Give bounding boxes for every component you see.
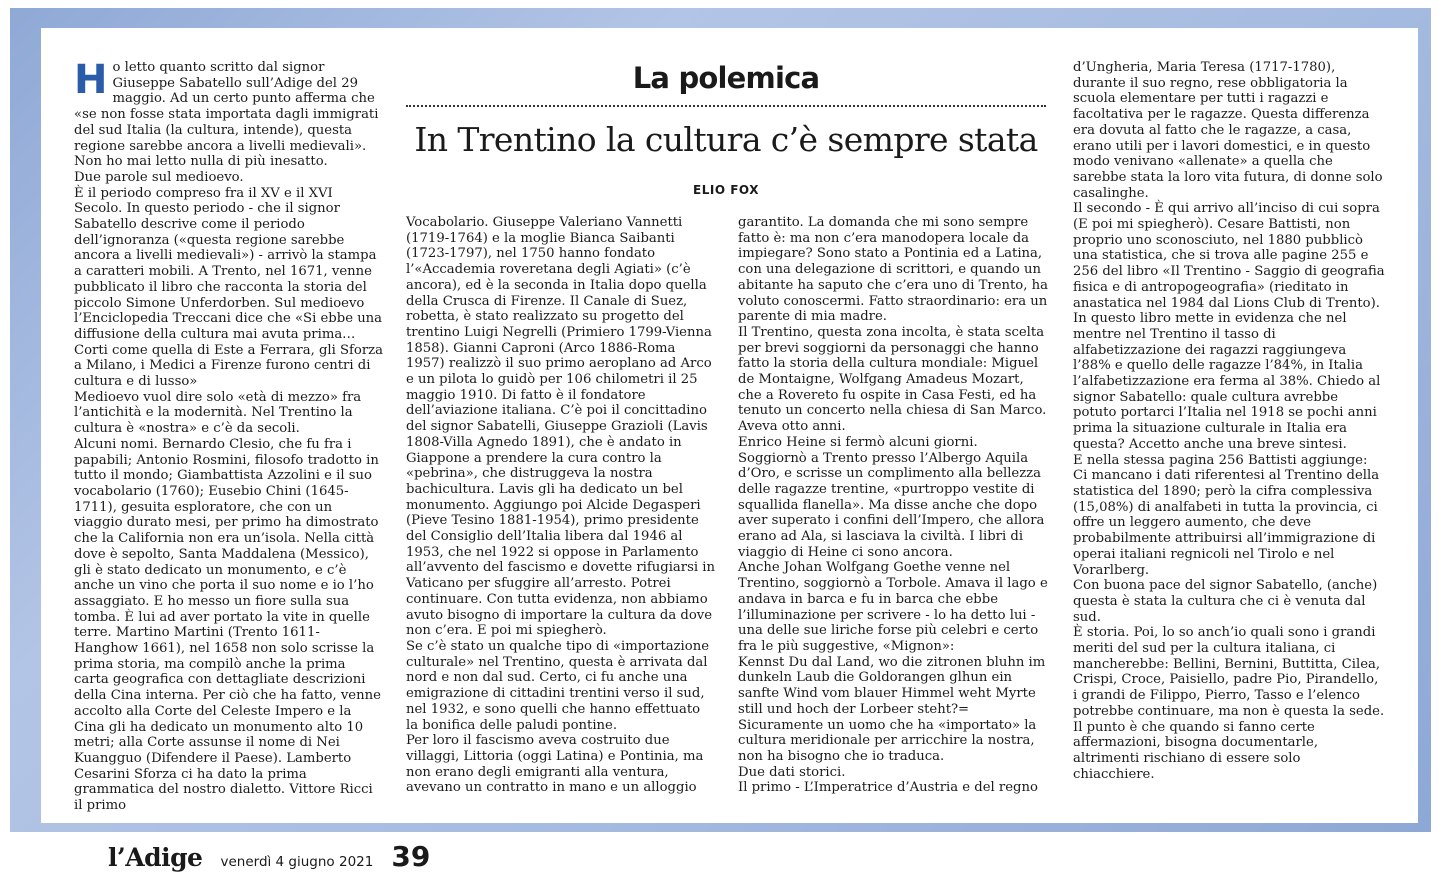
paragraph: Il punto è che quando si fanno certe affermazioni, bisogna documentarle, altrimenti rischiano di essere solo chiacchiere. (1073, 719, 1319, 782)
paragraph: È storia. Poi, lo so anch’io quali sono i grandi meriti del sud per la cultura italiana, ci mancherebbe: Bellini, Bernini, Buttitta, Cilea, Crispi, Croce, Paisiello, padre Pio, Pirandello, i grandi de Filippo, Pierro, Tasso e l’elenco potrebbe continuare, ma non è questa la sede. (1073, 625, 1385, 719)
paragraph: Il Trentino, questa zona incolta, è stata scelta per brevi soggiorni da personaggi che hanno fatto la storia della cultura mondiale: Miguel de Montaigne, Wolfgang Amadeus Mozart, che a Rovereto fu ospite in Casa Festi, ed ha tenuto un concerto nella chiesa di San Marco. Aveva otto anni. (738, 324, 1047, 435)
paragraph: Sicuramente un uomo che ha «importato» la cultura meridionale per arricchire la nostra, non ha bisogno che io traduca. (738, 717, 1037, 764)
publication-date: venerdì 4 giugno 2021 (220, 854, 374, 870)
page-frame (10, 8, 1431, 832)
paragraph: Vocabolario. Giuseppe Valeriano Vannetti (1719-1764) e la moglie Bianca Saibanti (1723-1797), nel 1750 hanno fondato l’«Accademia roveretana degli Agiati» (c’è ancora), ed è la seconda in Italia dopo quella della Crusca di Firenze. Il Canale di Suez, robetta, è stato realizzato su progetto del trentino Luigi Negrelli (Primiero 1799-Vienna 1858). Gianni Caproni (Arco 1886-Roma 1957) realizzò il suo primo aeroplano ad Arco e un pilota lo guidò per 106 chilometri il 25 maggio 1910. Di fatto è il fondatore dell’aviazione italiana. C’è poi il concittadino del signor Sabatelli, Giuseppe Grazioli (Lavis 1808-Villa Agnedo 1891), che è andato in Giappone a prendere la cura contro la «pebrina», che distruggeva la nostra bachicultura. Lavis gli ha dedicato un bel monumento. Aggiungo poi Alcide Degasperi (Pieve Tesino 1881-1954), primo presidente del Consiglio dell’Italia libera dal 1946 al 1953, che nel 1922 si oppose in Parlamento all’avvento del fascismo e dovette rifugiarsi in Vaticano per sfuggire all’arresto. Potrei continuare. Con tutta evidenza, non abbiamo avuto bisogno di importare la cultura da dove non c’era. E poi mi spiegherò. (406, 215, 715, 639)
drop-cap: H (74, 57, 108, 103)
paragraph: Anche Johan Wolfgang Goethe venne nel Trentino, soggiornò a Torbole. Amava il lago e andava in barca e fu in barca che ebbe l’illuminazione per scrivere - lo ha detto lui - una delle sue liriche forse più celebri e certo fra le più suggestive, «Mignon»: (738, 560, 1048, 654)
paragraph: Medioevo vuol dire solo «età di mezzo» fra l’antichità e la modernità. Nel Trentino la cultura è «nostra» e c’è da secoli. (74, 389, 362, 437)
headline: In Trentino la cultura c’è sempre stata (414, 120, 1038, 159)
paragraph: È il periodo compreso fra il XV e il XVI Secolo. In questo periodo - che il signor Sabatello descrive come il periodo dell’ignoranza («questa regione sarebbe ancora a livelli medievali») - arrivò la stampa a caratteri mobili. A Trento, nel 1671, venne pubblicato il libro che racconta la storia del piccolo Simone Unferdorben. Sul medioevo l’Enciclopedia Treccani dice che «Si ebbe una diffusione della cultura mai avuta prima… Corti come quella di Este a Ferrara, gli Sforza a Milano, i Medici a Firenze furono centri di cultura e di lusso» (74, 185, 383, 390)
paragraph: garantito. La domanda che mi sono sempre fatto è: ma non c’era manodopera locale da impiegare? Sono stato a Pontinia ed a Latina, con una delegazione di scrittori, e quando un abitante ha saputo che c’era uno di Trento, ha voluto conoscermi. Fatto straordinario: era un parente di mia madre. (738, 215, 1048, 325)
paragraph: Il primo - L’Imperatrice d’Austria e del regno (738, 780, 1038, 796)
paragraph: Enrico Heine si fermò alcuni giorni. Soggiornò a Trento presso l’Albergo Aquila d’Oro, e scrisse un complimento alla bellezza delle ragazze trentine, «purtroppo vestite di squallida flanella». Ma disse anche che dopo aver superato i confini dell’Impero, che allora erano ad Ala, si lasciava la civiltà. I libri di viaggio di Heine ci sono ancora. (738, 434, 1045, 560)
article-column-2 (406, 215, 716, 796)
paragraph: Alcuni nomi. Bernardo Clesio, che fu fra i papabili; Antonio Rosmini, filosofo tradotto in tutto il mondo; Giambattista Azzolini e il suo vocabolario (1760); Eusebio Chini (1645-1711), gesuita esploratore, che con un viaggio durato mesi, per primo ha dimostrato che la California non era un’isola. Nella città dove è sepolto, Santa Maddalena (Messico), gli è stato dedicato un monumento, e c’è anche un vino che porta il suo nome e io l’ho assaggiato. E ho messo un fiore sulla sua tomba. È lui ad aver portato la vite in quelle terre. Martino Martini (Trento 1611- Hanghow 1661), nel 1658 non solo scrisse la prima storia, ma compilò anche la prima carta geografica con dettagliate descrizioni della Cina interna. Per ciò che ha fatto, venne accolto alla Corte del Celeste Impero e la Cina gli ha dedicato un monumento alto 10 metri; alla Corte assunse il nome di Nei Kuangguo (Difendere il Paese). Lamberto Cesarini Sforza ci ha dato la prima grammatica del nostro dialetto. Vittore Ricci il primo (74, 436, 381, 814)
paragraph: Il secondo - È qui arrivo all’inciso di cui sopra (E poi mi spiegherò). Cesare Battisti, non proprio uno sconosciuto, nel 1880 pubblicò una statistica, che si trova alle pagine 255 e 256 del libro «Il Trentino - Saggio di geografia fisica e di antropogeografia» (rieditato in anastatica nel 1984 dal Lions Club di Trento). In questo libro mette in evidenza che nel mentre nel Trentino il tasso di alfabetizzazione dei ragazzi raggiungeva l’88% e quello delle ragazze l’84%, in Italia l’alfabetizzazione era ferma al 38%. Chiedo al signor Sabatello: quale cultura avrebbe potuto portarci l’Italia nel 1918 se pochi anni prima la situazione culturale in Italia era questa? Accetto anche una breve sintesi. (1073, 201, 1385, 452)
publication-name: l’Adige (108, 843, 203, 872)
paragraph: Con buona pace del signor Sabatello, (anche) questa è stata la cultura che ci è venuta dal sud. (1073, 578, 1378, 625)
page-number: 39 (391, 840, 431, 873)
paragraph: Ho letto quanto scritto dal signor Giuseppe Sabatello sull’Adige del 29 maggio. Ad un certo punto afferma che «se non fosse stata importata dagli immigrati del sud Italia (la cultura, intende), questa regione sarebbe ancora a livelli medievali». (74, 57, 379, 154)
paragraph: Se c’è stato un qualche tipo di «importazione culturale» nel Trentino, questa è arrivata dal nord e non dal sud. Certo, ci fu anche una emigrazione di cittadini trentini verso il sud, nel 1932, e sono quelli che hanno effettuato la bonifica delle paludi pontine. (406, 638, 710, 733)
article-sheet (41, 28, 1418, 823)
paragraph: Non ho mai letto nulla di più inesatto. (74, 154, 328, 170)
article-column-1 (74, 57, 384, 814)
paragraph: Due parole sul medioevo. (74, 169, 244, 185)
paragraph: Per loro il fascismo aveva costruito due villaggi, Littoria (oggi Latina) e Pontinia, ma non erano degli emigranti alla ventura, avevano un contratto in mano e un alloggio (406, 733, 704, 796)
paragraph: E nella stessa pagina 256 Battisti aggiunge: Ci mancano i dati riferentesi al Trentino della statistica del 1890; però la cifra complessiva (15,08%) di analfabeti in tutta la provincia, ci offre un leggero aumento, che deve probabilmente attribuirsi all’immigrazione di operai italiani regnicoli nel Tirolo e nel Vorarlberg. (1073, 452, 1380, 578)
poem-quote: Kennst Du dal Land, wo die zitronen bluhn im dunkeln Laub die Goldorangen glhun ein sanfte Wind vom blauer Himmel weht Myrte still und hoch der Lorbeer steht?= (738, 654, 1046, 717)
section-kicker: La polemica (632, 61, 820, 95)
paragraph: Due dati storici. (738, 764, 846, 780)
dotted-divider (406, 105, 1046, 107)
page-footer (108, 840, 430, 880)
byline: ELIO FOX (693, 183, 759, 197)
article-column-3 (738, 215, 1048, 796)
article-column-4 (1073, 60, 1385, 782)
paragraph: d’Ungheria, Maria Teresa (1717-1780), durante il suo regno, rese obbligatoria la scuola elementare per tutti i ragazzi e facoltativa per le ragazze. Questa differenza era dovuta al fatto che le ragazze, a casa, erano utili per i lavori domestici, e in questo modo venivano «allenate» a quella che sarebbe stata la loro vita futura, di donne solo casalinghe. (1073, 60, 1383, 201)
